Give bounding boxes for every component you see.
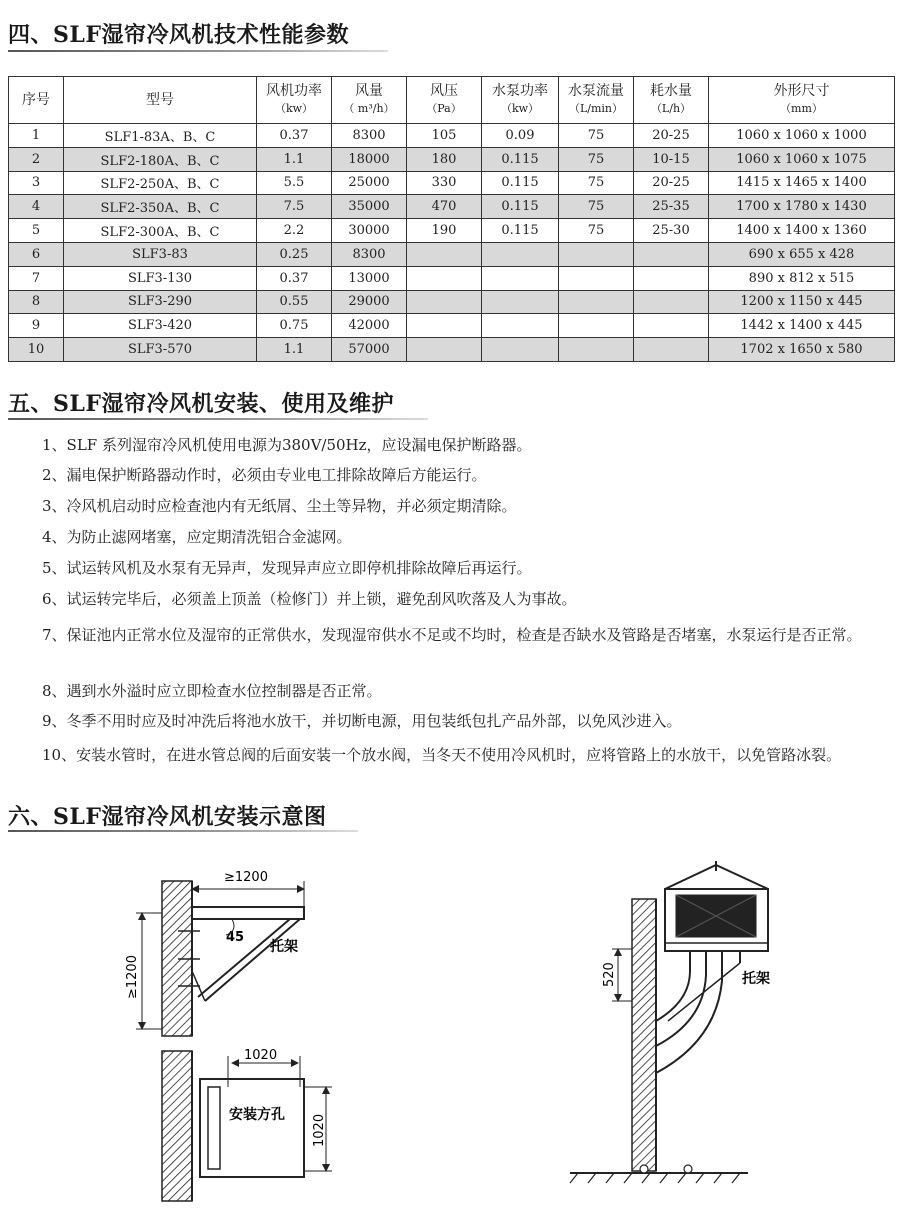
table-cell: 5.5 bbox=[257, 171, 332, 195]
table-cell bbox=[559, 266, 634, 290]
table-cell bbox=[482, 290, 559, 314]
table-cell: 0.115 bbox=[482, 195, 559, 219]
table-cell: 1.1 bbox=[257, 338, 332, 362]
maintenance-item-1: 1、SLF 系列湿帘冷风机使用电源为380V/50Hz，应设漏电保护断路器。 bbox=[42, 436, 532, 454]
table-cell: 105 bbox=[407, 124, 482, 148]
table-cell: 8 bbox=[9, 290, 64, 314]
section4-title: 四、SLF湿帘冷风机技术性能参数 bbox=[8, 22, 349, 48]
table-cell: 190 bbox=[407, 219, 482, 243]
table-cell: 25000 bbox=[332, 171, 407, 195]
table-cell: 0.37 bbox=[257, 124, 332, 148]
table-cell: SLF3-130 bbox=[64, 266, 257, 290]
table-header-cell bbox=[634, 77, 709, 124]
table-cell: 1.1 bbox=[257, 147, 332, 171]
table-cell bbox=[407, 242, 482, 266]
table-cell: 20-25 bbox=[634, 124, 709, 148]
maintenance-item-9: 9、冬季不用时应及时冲洗后将池水放干，并切断电源，用包装纸包扎产品外部，以免风沙进入。 bbox=[42, 712, 682, 730]
table-cell: 8300 bbox=[332, 242, 407, 266]
bracket-label: 托架 bbox=[270, 939, 298, 955]
table-header-cell bbox=[332, 77, 407, 124]
table-cell: SLF2-250A、B、C bbox=[64, 171, 257, 195]
table-cell bbox=[634, 314, 709, 338]
table-header-cell bbox=[559, 77, 634, 124]
header-label: 风压 bbox=[430, 83, 458, 99]
table-cell: SLF1-83A、B、C bbox=[64, 124, 257, 148]
maintenance-item-5: 5、试运转风机及水泵有无异声，发现异声应立即停机排除故障后再运行。 bbox=[42, 559, 532, 577]
maintenance-item-10: 10、安装水管时，在进水管总阀的后面安装一个放水阀，当冬天不使用冷风机时，应将管路上的水放干，以免管路冰裂。 bbox=[42, 746, 842, 764]
table-cell bbox=[634, 290, 709, 314]
table-cell bbox=[634, 242, 709, 266]
table-cell bbox=[407, 290, 482, 314]
table-cell: 75 bbox=[559, 219, 634, 243]
table-cell bbox=[407, 314, 482, 338]
table-header-cell bbox=[709, 77, 895, 124]
table-cell: SLF2-180A、B、C bbox=[64, 147, 257, 171]
table-row bbox=[9, 171, 895, 195]
table-cell: 9 bbox=[9, 314, 64, 338]
header-label: 外形尺寸 bbox=[773, 83, 830, 99]
table-cell: 0.115 bbox=[482, 147, 559, 171]
table-cell: 330 bbox=[407, 171, 482, 195]
bracket-height-label: ≥1200 bbox=[125, 955, 140, 999]
mount-height-label: 520 bbox=[602, 962, 617, 987]
bracket-width-label: ≥1200 bbox=[224, 870, 268, 885]
table-row bbox=[9, 290, 895, 314]
section4-underline bbox=[8, 50, 388, 52]
table-cell bbox=[634, 266, 709, 290]
section6-title: 六、SLF湿帘冷风机安装示意图 bbox=[8, 804, 327, 830]
header-label: 型号 bbox=[146, 92, 174, 108]
header-unit: （kw） bbox=[500, 102, 540, 115]
table-cell: 29000 bbox=[332, 290, 407, 314]
mounting-hole-diagram bbox=[162, 1048, 332, 1201]
table-cell: 0.37 bbox=[257, 266, 332, 290]
table-row bbox=[9, 266, 895, 290]
table-cell: 7.5 bbox=[257, 195, 332, 219]
table-header-cell bbox=[482, 77, 559, 124]
table-cell bbox=[559, 314, 634, 338]
table-header-cell bbox=[257, 77, 332, 124]
table-cell: 0.09 bbox=[482, 124, 559, 148]
table-cell: 1700 x 1780 x 1430 bbox=[709, 195, 895, 219]
table-cell: 30000 bbox=[332, 219, 407, 243]
maintenance-item-8: 8、遇到水外溢时应立即检查水位控制器是否正常。 bbox=[42, 682, 382, 700]
table-header-row bbox=[9, 77, 895, 124]
table-cell: 2 bbox=[9, 147, 64, 171]
installation-diagram bbox=[0, 851, 902, 1211]
table-cell: 10 bbox=[9, 338, 64, 362]
header-unit: （L/min） bbox=[568, 102, 624, 115]
table-cell: 0.55 bbox=[257, 290, 332, 314]
table-cell bbox=[407, 266, 482, 290]
table-cell: 7 bbox=[9, 266, 64, 290]
table-row bbox=[9, 314, 895, 338]
table-cell: 75 bbox=[559, 124, 634, 148]
table-cell: 75 bbox=[559, 195, 634, 219]
table-cell: 8300 bbox=[332, 124, 407, 148]
table-cell: 1 bbox=[9, 124, 64, 148]
wall-mounted-cooler-diagram bbox=[570, 861, 770, 1183]
table-cell: 20-25 bbox=[634, 171, 709, 195]
table-row bbox=[9, 124, 895, 148]
header-label: 序号 bbox=[22, 92, 50, 108]
table-cell bbox=[634, 338, 709, 362]
header-label: 耗水量 bbox=[650, 83, 692, 99]
table-header-cell bbox=[64, 77, 257, 124]
table-cell: 1060 x 1060 x 1000 bbox=[709, 124, 895, 148]
table-cell: 1400 x 1400 x 1360 bbox=[709, 219, 895, 243]
table-cell: SLF3-83 bbox=[64, 242, 257, 266]
header-label: 水泵功率 bbox=[492, 83, 548, 99]
table-cell: 690 x 655 x 428 bbox=[709, 242, 895, 266]
header-unit: （kw） bbox=[274, 102, 314, 115]
table-cell: 0.115 bbox=[482, 171, 559, 195]
table-cell: 890 x 812 x 515 bbox=[709, 266, 895, 290]
header-unit: （L/h） bbox=[650, 102, 692, 115]
table-cell: 470 bbox=[407, 195, 482, 219]
table-cell bbox=[482, 314, 559, 338]
table-cell: SLF3-420 bbox=[64, 314, 257, 338]
header-unit: （Pa） bbox=[426, 102, 462, 115]
table-row bbox=[9, 242, 895, 266]
maintenance-item-7: 7、保证池内正常水位及湿帘的正常供水，发现湿帘供水不足或不均时，检查是否缺水及管路是否堵塞，水泵运行是否正常。 bbox=[42, 626, 862, 644]
table-cell: 1702 x 1650 x 580 bbox=[709, 338, 895, 362]
table-cell: 1200 x 1150 x 445 bbox=[709, 290, 895, 314]
table-cell: 0.25 bbox=[257, 242, 332, 266]
table-cell: 18000 bbox=[332, 147, 407, 171]
table-cell: 0.75 bbox=[257, 314, 332, 338]
angle-label: 45 bbox=[226, 930, 245, 945]
table-cell: 3 bbox=[9, 171, 64, 195]
table-cell: 75 bbox=[559, 171, 634, 195]
header-label: 风量 bbox=[355, 83, 383, 99]
header-unit: （mm） bbox=[780, 102, 823, 115]
section5-title: 五、SLF湿帘冷风机安装、使用及维护 bbox=[8, 391, 394, 417]
maintenance-item-6: 6、试运转完毕后，必须盖上顶盖（检修门）并上锁，避免刮风吹落及人为事故。 bbox=[42, 590, 577, 608]
hole-width-label: 1020 bbox=[244, 1048, 278, 1063]
section6-underline bbox=[8, 830, 358, 832]
table-cell: 4 bbox=[9, 195, 64, 219]
mount-bracket-label: 托架 bbox=[742, 971, 770, 987]
table-cell bbox=[482, 338, 559, 362]
table-cell bbox=[559, 290, 634, 314]
maintenance-item-2: 2、漏电保护断路器动作时，必须由专业电工排除故障后方能运行。 bbox=[42, 466, 487, 484]
maintenance-item-4: 4、为防止滤网堵塞，应定期清洗铝合金滤网。 bbox=[42, 528, 352, 546]
hole-height-label: 1020 bbox=[312, 1113, 327, 1147]
table-cell: 10-15 bbox=[634, 147, 709, 171]
table-cell: 6 bbox=[9, 242, 64, 266]
table-cell: SLF3-290 bbox=[64, 290, 257, 314]
table-cell: 57000 bbox=[332, 338, 407, 362]
section5-underline bbox=[8, 418, 428, 420]
header-label: 水泵流量 bbox=[568, 83, 624, 99]
table-row bbox=[9, 338, 895, 362]
table-cell: 25-30 bbox=[634, 219, 709, 243]
table-cell bbox=[559, 338, 634, 362]
header-unit: （ m³/h） bbox=[343, 102, 395, 115]
maintenance-item-3: 3、冷风机启动时应检查池内有无纸屑、尘土等异物，并必须定期清除。 bbox=[42, 497, 517, 515]
table-cell: SLF2-350A、B、C bbox=[64, 195, 257, 219]
table-cell: 42000 bbox=[332, 314, 407, 338]
table-cell bbox=[482, 266, 559, 290]
table-cell: 2.2 bbox=[257, 219, 332, 243]
table-header-cell bbox=[9, 77, 64, 124]
table-cell: 75 bbox=[559, 147, 634, 171]
table-cell: 35000 bbox=[332, 195, 407, 219]
table-row bbox=[9, 195, 895, 219]
hole-label: 安装方孔 bbox=[229, 1107, 285, 1123]
header-label: 风机功率 bbox=[266, 83, 322, 99]
table-cell: 13000 bbox=[332, 266, 407, 290]
table-cell: 1442 x 1400 x 445 bbox=[709, 314, 895, 338]
table-cell: 25-35 bbox=[634, 195, 709, 219]
table-row bbox=[9, 147, 895, 171]
table-cell: 5 bbox=[9, 219, 64, 243]
table-cell bbox=[407, 338, 482, 362]
table-cell: SLF2-300A、B、C bbox=[64, 219, 257, 243]
table-cell: SLF3-570 bbox=[64, 338, 257, 362]
table-cell bbox=[559, 242, 634, 266]
table-cell: 1060 x 1060 x 1075 bbox=[709, 147, 895, 171]
table-cell: 180 bbox=[407, 147, 482, 171]
table-cell: 1415 x 1465 x 1400 bbox=[709, 171, 895, 195]
wall-bracket-diagram bbox=[125, 870, 304, 1036]
table-header-cell bbox=[407, 77, 482, 124]
table-cell bbox=[482, 242, 559, 266]
spec-table bbox=[8, 76, 895, 362]
table-row bbox=[9, 219, 895, 243]
table-cell: 0.115 bbox=[482, 219, 559, 243]
